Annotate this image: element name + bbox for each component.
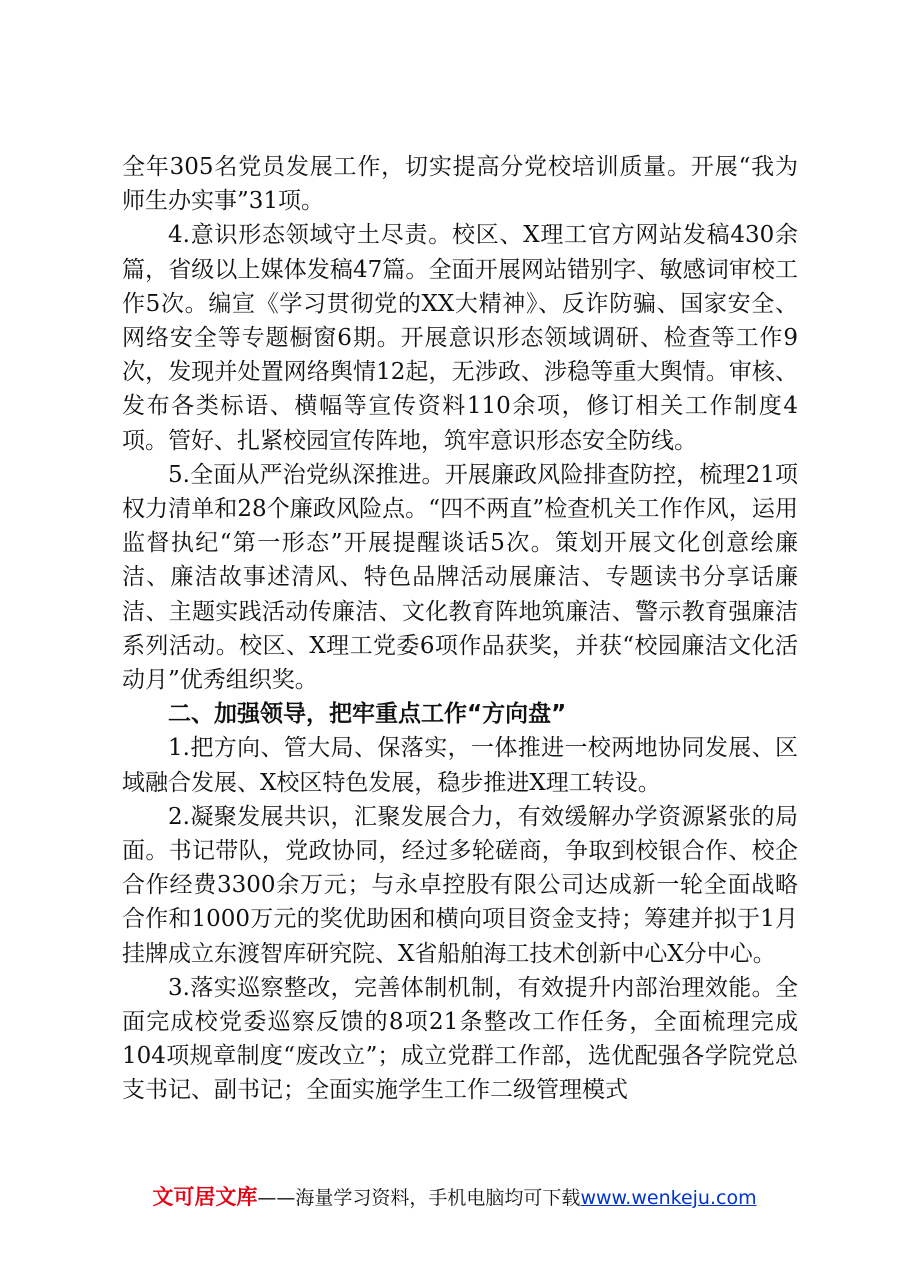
footer-tagline: ——海量学习资料，手机电脑均可下载	[257, 1187, 581, 1209]
item-1-direction-paragraph: 1.把方向、管大局、保落实，一体推进一校两地协同发展、区域融合发展、X校区特色发展，稳步推进X理工转设。	[122, 735, 798, 796]
continuation-paragraph: 全年305名党员发展工作，切实提高分党校培训质量。开展“我为师生办实事”31项。	[122, 154, 798, 215]
document-body	[122, 150, 798, 1108]
footer-brand-name: 文可居文库	[152, 1185, 258, 1209]
section-2-heading: 二、加强领导，把牢重点工作“方向盘”	[168, 701, 567, 728]
item-4-ideology-paragraph: 4.意识形态领域守土尽责。校区、X理工官方网站发稿430余篇，省级以上媒体发稿47篇。全面开展网站错别字、敏感词审校工作5次。编宣《学习贯彻党的XX大精神》、反诈防骗、国家安全、网络安全等专题橱窗6期。开展意识形态领域调研、检查等工作9次，发现并处置网络舆情12起，无涉政、涉稳等重大舆情。审核、发布各类标语、横幅等宣传资料110余项，修订相关工作制度4项。管好、扎紧校园宣传阵地，筑牢意识形态安全防线。	[122, 222, 798, 454]
footer-website-link[interactable]: www.wenkeju.com	[580, 1187, 757, 1209]
item-2-consensus-paragraph: 2.凝聚发展共识，汇聚发展合力，有效缓解办学资源紧张的局面。书记带队，党政协同，经过多轮磋商，争取到校银合作、校企合作经费3300余万元；与永卓控股有限公司达成新一轮全面战略合作和1000万元的奖优助困和横向项目资金支持；筹建并拟于1月挂牌成立东渡智库研究院、X省船舶海工技术创新中心X分中心。	[122, 803, 798, 967]
item-5-party-discipline-paragraph: 5.全面从严治党纵深推进。开展廉政风险排查防控，梳理21项权力清单和28个廉政风险点。“四不两直”检查机关工作作风，运用监督执纪“第一形态”开展提醒谈话5次。策划开展文化创意绘廉洁、廉洁故事述清风、特色品牌活动展廉洁、专题读书分享话廉洁、主题实践活动传廉洁、文化教育阵地筑廉洁、警示教育强廉洁系列活动。校区、X理工党委6项作品获奖，并获“校园廉洁文化活动月”优秀组织奖。	[122, 461, 798, 694]
item-3-inspection-paragraph: 3.落实巡察整改，完善体制机制，有效提升内部治理效能。全面完成校党委巡察反馈的8项21条整改工作任务，全面梳理完成104项规章制度“废改立”；成立党群工作部，选优配强各学院党总支书记、副书记；全面实施学生工作二级管理模式	[122, 974, 798, 1104]
footer-watermark	[0, 1183, 909, 1212]
